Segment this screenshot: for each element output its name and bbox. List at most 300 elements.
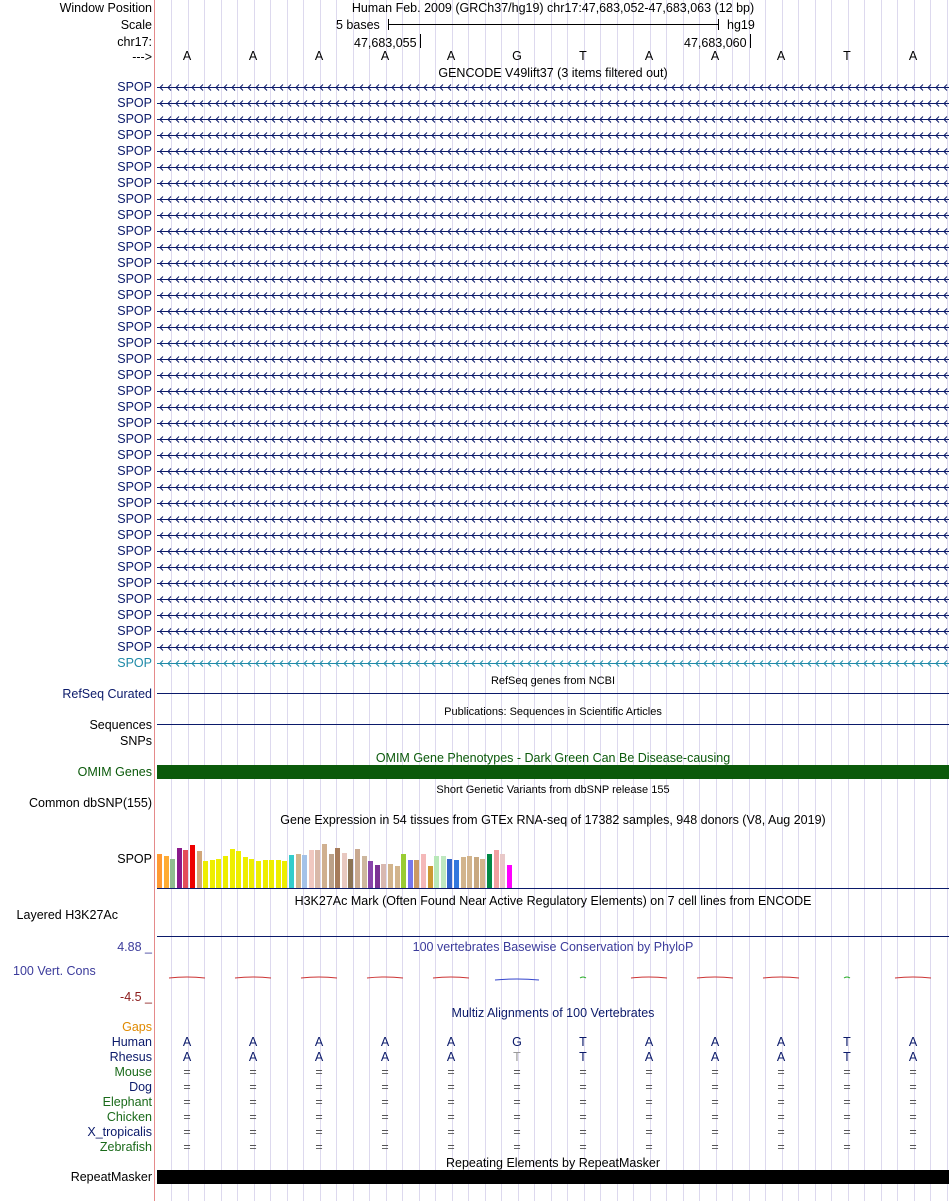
conservation-marks [157,972,949,984]
base-letter: A [314,49,324,63]
gtex-tissue-bar[interactable] [454,860,459,888]
alignment-base: = [777,1110,785,1124]
alignment-base: = [645,1140,653,1154]
alignment-base: = [777,1140,785,1154]
gencode-transcript[interactable] [157,467,949,476]
gtex-tissue-bar[interactable] [170,859,175,888]
species-label[interactable]: X_tropicalis [87,1125,152,1139]
species-label[interactable]: Zebrafish [99,1140,152,1154]
gencode-transcript[interactable] [157,131,949,140]
gtex-tissue-bar[interactable] [302,855,307,888]
repeatmasker-track-title: Repeating Elements by RepeatMasker [445,1156,660,1170]
alignment-base: A [710,1050,720,1064]
alignment-base: A [314,1035,324,1049]
alignment-base: = [381,1140,389,1154]
alignment-base: A [182,1050,192,1064]
base-letter: G [512,49,522,63]
alignment-base: = [447,1065,455,1079]
gtex-tissue-bar[interactable] [164,856,169,888]
gencode-transcript[interactable] [157,227,949,236]
gencode-transcript-label[interactable]: SPOP [117,304,152,318]
conservation-mark [301,977,337,978]
gencode-transcript-label[interactable]: SPOP [117,448,152,462]
gencode-transcript-label[interactable]: SPOP [117,336,152,350]
publications-line[interactable] [157,724,949,725]
gencode-transcript-label[interactable]: SPOP [117,592,152,606]
alignment-base: = [447,1125,455,1139]
alignment-base: = [249,1095,257,1109]
refseq-track-title: RefSeq genes from NCBI [490,675,616,687]
refseq-gene-line[interactable] [157,693,949,694]
alignment-base: = [315,1080,323,1094]
gtex-tissue-bar[interactable] [216,859,221,888]
alignment-base: = [579,1140,587,1154]
gencode-transcript-label[interactable]: SPOP [117,512,152,526]
gtex-tissue-bar[interactable] [368,861,373,888]
gtex-tissue-bar[interactable] [203,861,208,888]
alignment-base: = [513,1095,521,1109]
alignment-base: = [447,1095,455,1109]
gencode-transcript-label[interactable]: SPOP [117,288,152,302]
alignment-base: T [579,1035,587,1049]
scale-db-text: hg19 [727,18,755,32]
alignment-base: = [711,1140,719,1154]
alignment-base: = [777,1080,785,1094]
dbsnp-track-label[interactable]: Common dbSNP(155) [29,796,152,810]
gencode-track-title: GENCODE V49lift37 (3 items filtered out) [438,66,668,80]
omim-gene-bar[interactable] [157,765,949,779]
omim-track-label[interactable]: OMIM Genes [77,765,152,779]
alignment-base: = [183,1140,191,1154]
gencode-transcript-label[interactable]: SPOP [117,528,152,542]
window-position-label: Window Position [59,1,152,15]
gencode-transcript-label[interactable]: SPOP [117,576,152,590]
gencode-transcript[interactable] [157,627,949,636]
gencode-transcript[interactable] [157,387,949,396]
gencode-transcript[interactable] [157,195,949,204]
repeatmasker-track-label[interactable]: RepeatMasker [70,1170,152,1184]
base-letter: A [446,49,456,63]
gencode-transcript[interactable] [157,275,949,284]
gencode-transcript-label[interactable]: SPOP [117,560,152,574]
gtex-track-title: Gene Expression in 54 tissues from GTEx RNA-seq of 17382 samples, 948 donors (V8, Aug 2019) [280,813,826,827]
gtex-tissue-bar[interactable] [447,859,452,888]
gtex-tissue-bar[interactable] [269,860,274,888]
alignment-base: A [248,1050,258,1064]
species-label[interactable]: Chicken [106,1110,152,1124]
gencode-transcript[interactable] [157,115,949,124]
species-label[interactable]: Rhesus [109,1050,152,1064]
conservation-min-label: -4.5 _ [120,990,152,1004]
alignment-base: = [513,1110,521,1124]
conservation-max-label: 4.88 _ [117,940,152,954]
gencode-transcript-label[interactable]: SPOP [117,208,152,222]
conservation-mark [895,977,931,978]
alignment-base: = [381,1125,389,1139]
alignment-base: A [908,1050,918,1064]
gtex-tissue-bar[interactable] [157,854,162,888]
gencode-transcript[interactable] [157,355,949,364]
gencode-transcript-label[interactable]: SPOP [117,320,152,334]
alignment-base: = [843,1140,851,1154]
alignment-base: = [909,1095,917,1109]
alignment-base: = [183,1110,191,1124]
gencode-transcript-label[interactable]: SPOP [117,384,152,398]
gencode-transcript[interactable] [157,211,949,220]
alignment-base: = [183,1095,191,1109]
gtex-tissue-bar[interactable] [401,854,406,888]
position-tick-1: 47,683,055 [354,36,417,50]
alignment-base: = [843,1125,851,1139]
scale-bar-left-tick [388,19,389,30]
gtex-tissue-bar[interactable] [249,859,254,888]
h3k27ac-track-title: H3K27Ac Mark (Often Found Near Active Regulatory Elements) on 7 cell lines from ENCODE [294,894,812,908]
gtex-tissue-bar[interactable] [329,854,334,888]
alignment-base: A [446,1050,456,1064]
base-letter: A [182,49,192,63]
gencode-transcript-label[interactable]: SPOP [117,400,152,414]
gtex-bar-chart[interactable] [157,827,557,888]
position-tick-mark-2 [750,34,751,48]
gencode-transcript-label[interactable]: SPOP [117,128,152,142]
publications-track-title: Publications: Sequences in Scientific Articles [444,706,662,718]
alignment-base: = [447,1110,455,1124]
base-letter: A [248,49,258,63]
gtex-tissue-bar[interactable] [487,854,492,888]
gtex-tissue-bar[interactable] [395,866,400,888]
gtex-tissue-bar[interactable] [289,855,294,888]
gencode-transcript-label[interactable]: SPOP [117,176,152,190]
gtex-tissue-bar[interactable] [474,857,479,888]
publications-track-label[interactable]: Sequences [89,718,152,732]
alignment-base: T [579,1050,587,1064]
alignment-base: G [512,1035,522,1049]
conservation-mark [631,977,667,978]
alignment-base: = [579,1080,587,1094]
gtex-tissue-bar[interactable] [494,850,499,888]
gtex-baseline [157,888,949,889]
conservation-mark [169,977,205,978]
multiz-gaps-label: Gaps [122,1020,152,1034]
dbsnp-track-title: Short Genetic Variants from dbSNP release 155 [436,784,670,796]
gencode-transcript[interactable] [157,515,949,524]
alignment-base: = [249,1080,257,1094]
gencode-transcript[interactable] [157,563,949,572]
alignment-base: = [645,1065,653,1079]
alignment-base: = [315,1065,323,1079]
gencode-transcript-label[interactable]: SPOP [117,432,152,446]
gtex-tissue-bar[interactable] [236,851,241,888]
base-letter: A [380,49,390,63]
gencode-transcript[interactable] [157,259,949,268]
gencode-transcript[interactable] [157,451,949,460]
alignment-base: = [381,1065,389,1079]
alignment-base: = [579,1110,587,1124]
gencode-transcript[interactable] [157,643,949,652]
alignment-base: = [843,1065,851,1079]
species-label[interactable]: Elephant [102,1095,152,1109]
alignment-base: = [777,1095,785,1109]
gencode-transcript[interactable] [157,291,949,300]
conservation-mark [763,977,799,978]
alignment-base: = [777,1125,785,1139]
gencode-transcript-label[interactable]: SPOP [117,352,152,366]
multiz-track-title: Multiz Alignments of 100 Vertebrates [451,1006,655,1020]
alignment-base: = [645,1095,653,1109]
alignment-base: = [645,1125,653,1139]
gencode-transcript[interactable] [157,435,949,444]
gtex-tissue-bar[interactable] [183,850,188,888]
alignment-base: = [711,1095,719,1109]
gencode-transcript-label[interactable]: SPOP [117,224,152,238]
omim-track-title: OMIM Gene Phenotypes - Dark Green Can Be Disease-causing [375,751,731,765]
gencode-transcript[interactable] [157,163,949,172]
alignment-base: = [711,1080,719,1094]
alignment-base: = [183,1125,191,1139]
base-letter: T [843,49,851,63]
gtex-tissue-bar[interactable] [362,856,367,888]
gencode-transcript-label[interactable]: SPOP [117,464,152,478]
species-label[interactable]: Dog [129,1080,152,1094]
gtex-tissue-bar[interactable] [408,860,413,888]
alignment-base: = [711,1125,719,1139]
alignment-base: = [183,1080,191,1094]
alignment-base: = [183,1065,191,1079]
gencode-transcript[interactable] [157,659,949,668]
alignment-base: = [513,1125,521,1139]
alignment-base: A [644,1050,654,1064]
gencode-transcript[interactable] [157,499,949,508]
gtex-tissue-bar[interactable] [480,859,485,888]
gencode-transcript[interactable] [157,419,949,428]
gtex-tissue-bar[interactable] [296,854,301,888]
gtex-tissue-bar[interactable] [177,848,182,888]
gencode-transcript-label[interactable]: SPOP [117,496,152,510]
gencode-transcript[interactable] [157,147,949,156]
gencode-transcript[interactable] [157,339,949,348]
snps-label: SNPs [120,734,152,748]
base-letter: A [710,49,720,63]
alignment-base: = [513,1080,521,1094]
alignment-base: A [710,1035,720,1049]
alignment-base: = [315,1140,323,1154]
alignment-base: = [909,1110,917,1124]
gtex-tissue-bar[interactable] [428,866,433,888]
label-divider [154,0,155,1201]
alignment-base: A [182,1035,192,1049]
assembly-position-text: Human Feb. 2009 (GRCh37/hg19) chr17:47,683,052-47,683,063 (12 bp) [351,1,755,15]
alignment-base: = [711,1065,719,1079]
gtex-tissue-bar[interactable] [190,845,195,888]
gencode-transcript[interactable] [157,595,949,604]
gencode-transcript-label[interactable]: SPOP [117,240,152,254]
species-label[interactable]: Mouse [114,1065,152,1079]
refseq-track-label[interactable]: RefSeq Curated [62,687,152,701]
gencode-transcript[interactable] [157,611,949,620]
alignment-base: = [315,1125,323,1139]
alignment-base: = [249,1065,257,1079]
alignment-base: = [843,1095,851,1109]
gencode-transcript[interactable] [157,323,949,332]
alignment-base: = [249,1110,257,1124]
gencode-transcript-label[interactable]: SPOP [117,144,152,158]
alignment-base: = [447,1080,455,1094]
alignment-base: = [579,1095,587,1109]
gtex-tissue-bar[interactable] [467,856,472,888]
gtex-tissue-bar[interactable] [315,850,320,888]
gencode-transcript[interactable] [157,579,949,588]
gencode-transcript[interactable] [157,83,949,92]
alignment-base: = [513,1140,521,1154]
gencode-transcript-label[interactable]: SPOP [117,608,152,622]
gencode-transcript-label[interactable]: SPOP [117,112,152,126]
gtex-tissue-bar[interactable] [263,860,268,888]
alignment-base: A [380,1050,390,1064]
gencode-transcript-label[interactable]: SPOP [117,256,152,270]
alignment-base: = [645,1080,653,1094]
scale-bar-right-tick [718,19,719,30]
gtex-tissue-bar[interactable] [210,860,215,888]
gtex-tissue-bar[interactable] [434,856,439,888]
gencode-transcript[interactable] [157,179,949,188]
gtex-tissue-bar[interactable] [348,859,353,888]
scale-label: Scale [120,18,152,32]
gtex-tissue-bar[interactable] [507,865,512,888]
alignment-base: T [843,1035,851,1049]
gencode-transcript[interactable] [157,371,949,380]
conservation-mark [697,977,733,978]
conservation-track-title: 100 vertebrates Basewise Conservation by PhyloP [412,940,694,954]
alignment-base: T [843,1050,851,1064]
gencode-transcript-label[interactable]: SPOP [117,544,152,558]
gencode-transcript[interactable] [157,307,949,316]
h3k27ac-baseline [157,936,949,937]
alignment-base: A [446,1035,456,1049]
alignment-base: = [843,1110,851,1124]
alignment-base: A [644,1035,654,1049]
conservation-track-label[interactable]: 100 Vert. Cons [13,964,96,978]
gencode-transcript[interactable] [157,531,949,540]
alignment-base: T [513,1050,521,1064]
conservation-mark [367,977,403,978]
conservation-mark [495,979,539,980]
gencode-transcript-label[interactable]: SPOP [117,160,152,174]
gencode-transcript[interactable] [157,547,949,556]
alignment-base: = [381,1095,389,1109]
alignment-base: A [776,1035,786,1049]
base-letter: A [908,49,918,63]
gencode-transcript-label[interactable]: SPOP [117,272,152,286]
strand-label: ---> [132,50,152,64]
gencode-transcript-label[interactable]: SPOP [117,480,152,494]
gtex-tissue-bar[interactable] [388,864,393,888]
base-letter: A [776,49,786,63]
gencode-transcript-label[interactable]: SPOP [117,192,152,206]
gtex-tissue-bar[interactable] [355,849,360,888]
gencode-transcript[interactable] [157,243,949,252]
alignment-base: = [447,1140,455,1154]
alignment-base: = [909,1065,917,1079]
gencode-transcript[interactable] [157,483,949,492]
scale-bar [388,24,718,25]
alignment-base: = [645,1110,653,1124]
alignment-base: A [314,1050,324,1064]
gtex-tissue-bar[interactable] [256,861,261,888]
gtex-tissue-bar[interactable] [230,849,235,888]
alignment-base: = [249,1140,257,1154]
position-tick-mark-1 [420,34,421,48]
gencode-transcript-label[interactable]: SPOP [117,640,152,654]
gencode-transcript-label[interactable]: SPOP [117,656,152,670]
alignment-base: = [711,1110,719,1124]
scale-bases-text: 5 bases [336,18,380,32]
base-letter: T [579,49,587,63]
gtex-tissue-bar[interactable] [223,856,228,888]
alignment-base: = [843,1080,851,1094]
gtex-tissue-bar[interactable] [500,854,505,888]
gtex-tissue-bar[interactable] [243,857,248,888]
alignment-base: = [513,1065,521,1079]
conservation-mark [235,977,271,978]
conservation-mark [844,977,850,978]
gtex-tissue-bar[interactable] [461,857,466,888]
gtex-tissue-bar[interactable] [414,860,419,888]
alignment-base: = [909,1140,917,1154]
gtex-tissue-bar[interactable] [276,860,281,888]
alignment-base: = [909,1125,917,1139]
gtex-tissue-bar[interactable] [421,854,426,888]
gencode-transcript-label[interactable]: SPOP [117,624,152,638]
gtex-tissue-bar[interactable] [322,844,327,888]
gtex-tissue-bar[interactable] [375,865,380,888]
alignment-base: = [777,1065,785,1079]
gtex-tissue-bar[interactable] [335,848,340,888]
alignment-base: A [776,1050,786,1064]
base-letter: A [644,49,654,63]
alignment-base: = [381,1080,389,1094]
alignment-base: = [579,1125,587,1139]
gtex-tissue-bar[interactable] [197,851,202,888]
conservation-mark [580,977,586,978]
species-label[interactable]: Human [111,1035,152,1049]
alignment-base: = [315,1110,323,1124]
alignment-base: A [380,1035,390,1049]
alignment-base: A [248,1035,258,1049]
alignment-base: = [315,1095,323,1109]
gtex-tissue-bar[interactable] [342,853,347,888]
conservation-mark [433,977,469,978]
gtex-tissue-bar[interactable] [381,864,386,888]
repeatmasker-bar[interactable] [157,1170,949,1184]
gtex-tissue-bar[interactable] [282,861,287,888]
h3k27ac-track-label[interactable]: Layered H3K27Ac [16,908,118,922]
alignment-base: = [381,1110,389,1124]
gencode-transcript[interactable] [157,99,949,108]
gtex-tissue-bar[interactable] [309,850,314,888]
gencode-transcript-label[interactable]: SPOP [117,96,152,110]
gtex-track-label[interactable]: SPOP [117,852,152,866]
gencode-transcript-label[interactable]: SPOP [117,80,152,94]
gencode-transcript-label[interactable]: SPOP [117,416,152,430]
alignment-base: A [908,1035,918,1049]
gencode-transcript-label[interactable]: SPOP [117,368,152,382]
alignment-base: = [249,1125,257,1139]
chrom-label: chr17: [117,35,152,49]
gtex-tissue-bar[interactable] [441,856,446,888]
position-tick-2: 47,683,060 [684,36,747,50]
gencode-transcript[interactable] [157,403,949,412]
alignment-base: = [579,1065,587,1079]
